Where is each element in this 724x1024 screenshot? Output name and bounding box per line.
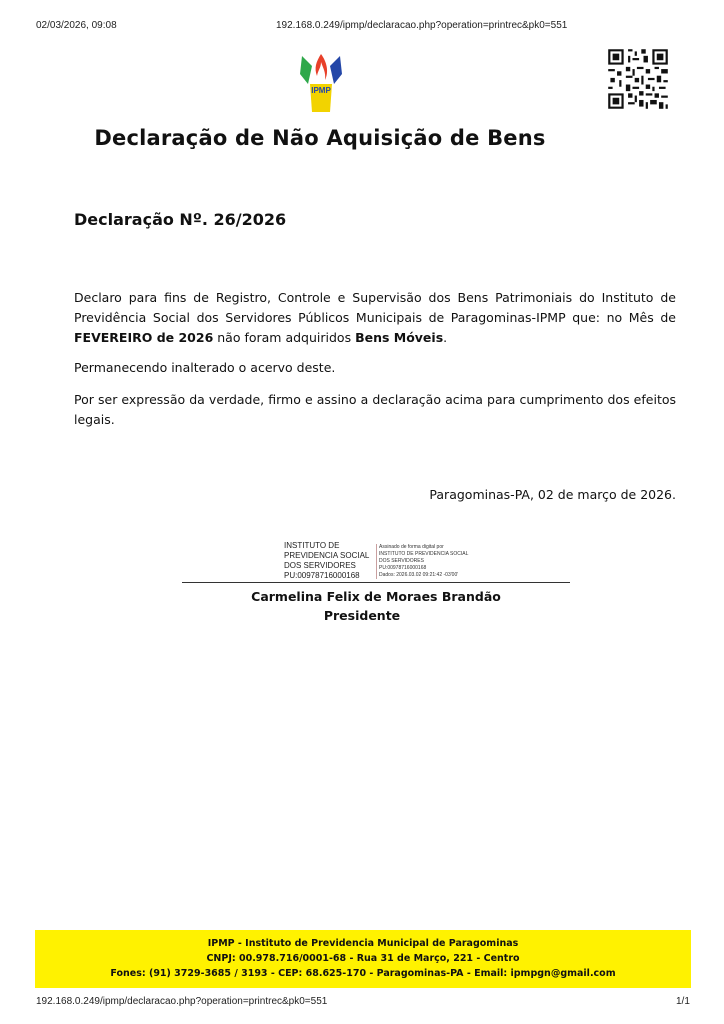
print-footer-url: 192.168.0.249/ipmp/declaracao.php?operation=printrec&pk0=551 <box>36 996 328 1007</box>
stamp-line: INSTITUTO DE <box>284 541 340 550</box>
month-text: FEVEREIRO de 2026 <box>74 330 214 345</box>
goods-text: Bens Móveis <box>355 330 444 345</box>
digital-line: DOS SERVIDORES <box>379 558 424 564</box>
print-datetime: 02/03/2026, 09:08 <box>36 20 117 31</box>
declaration-number: Declaração Nº. 26/2026 <box>74 210 287 229</box>
print-url: 192.168.0.249/ipmp/declaracao.php?operation=printrec&pk0=551 <box>276 20 568 31</box>
footer-line-3: Fones: (91) 3729-3685 / 3193 - CEP: 68.625-170 - Paragominas-PA - Email: ipmpgn@gmail.com <box>110 968 616 979</box>
signature-line <box>182 582 570 583</box>
page-number: 1/1 <box>676 996 690 1007</box>
unchanged-paragraph: Permanecendo inalterado o acervo deste. <box>74 360 336 375</box>
signer-name: Carmelina Felix de Moraes Brandão <box>251 589 501 604</box>
paragraph-text-2: não foram adquiridos <box>213 330 356 345</box>
signature-stamp <box>284 541 369 581</box>
logo-text: IPMP <box>311 86 331 95</box>
place-date: Paragominas-PA, 02 de março de 2026. <box>429 487 676 502</box>
digital-signature-info <box>376 544 468 579</box>
digital-line: Assinado de forma digital por <box>379 544 444 550</box>
qr-code-icon <box>606 47 670 111</box>
ipmp-logo <box>296 50 346 116</box>
document-title: Declaração de Não Aquisição de Bens <box>94 126 546 150</box>
stamp-line: PREVIDENCIA SOCIAL <box>284 551 370 560</box>
signer-role: Presidente <box>323 608 401 623</box>
stamp-line: PU:00978716000168 <box>284 571 360 580</box>
digital-line: INSTITUTO DE PREVIDENCIA SOCIAL <box>379 551 469 557</box>
declaration-paragraph <box>74 288 676 348</box>
paragraph-end: . <box>443 330 448 345</box>
digital-line: Dados: 2026.03.02 09:21:42 -03'00' <box>379 572 459 578</box>
stamp-line: DOS SERVIDORES <box>284 561 356 570</box>
digital-line: PU:00978716000168 <box>379 565 427 571</box>
truth-paragraph: Por ser expressão da verdade, firmo e assino a declaração acima para cumprimento dos efeitos legais. <box>74 392 676 427</box>
institution-footer <box>35 930 691 988</box>
footer-line-2: CNPJ: 00.978.716/0001-68 - Rua 31 de Março, 221 - Centro <box>206 953 520 964</box>
footer-line-1: IPMP - Instituto de Previdencia Municipal de Paragominas <box>207 938 519 949</box>
paragraph-text: Declaro para fins de Registro, Controle e Supervisão dos Bens Patrimoniais do Instituto de Previdência Social dos Servidores Públicos Municipais de Paragominas-IPMP que: no Mês de <box>74 290 676 325</box>
